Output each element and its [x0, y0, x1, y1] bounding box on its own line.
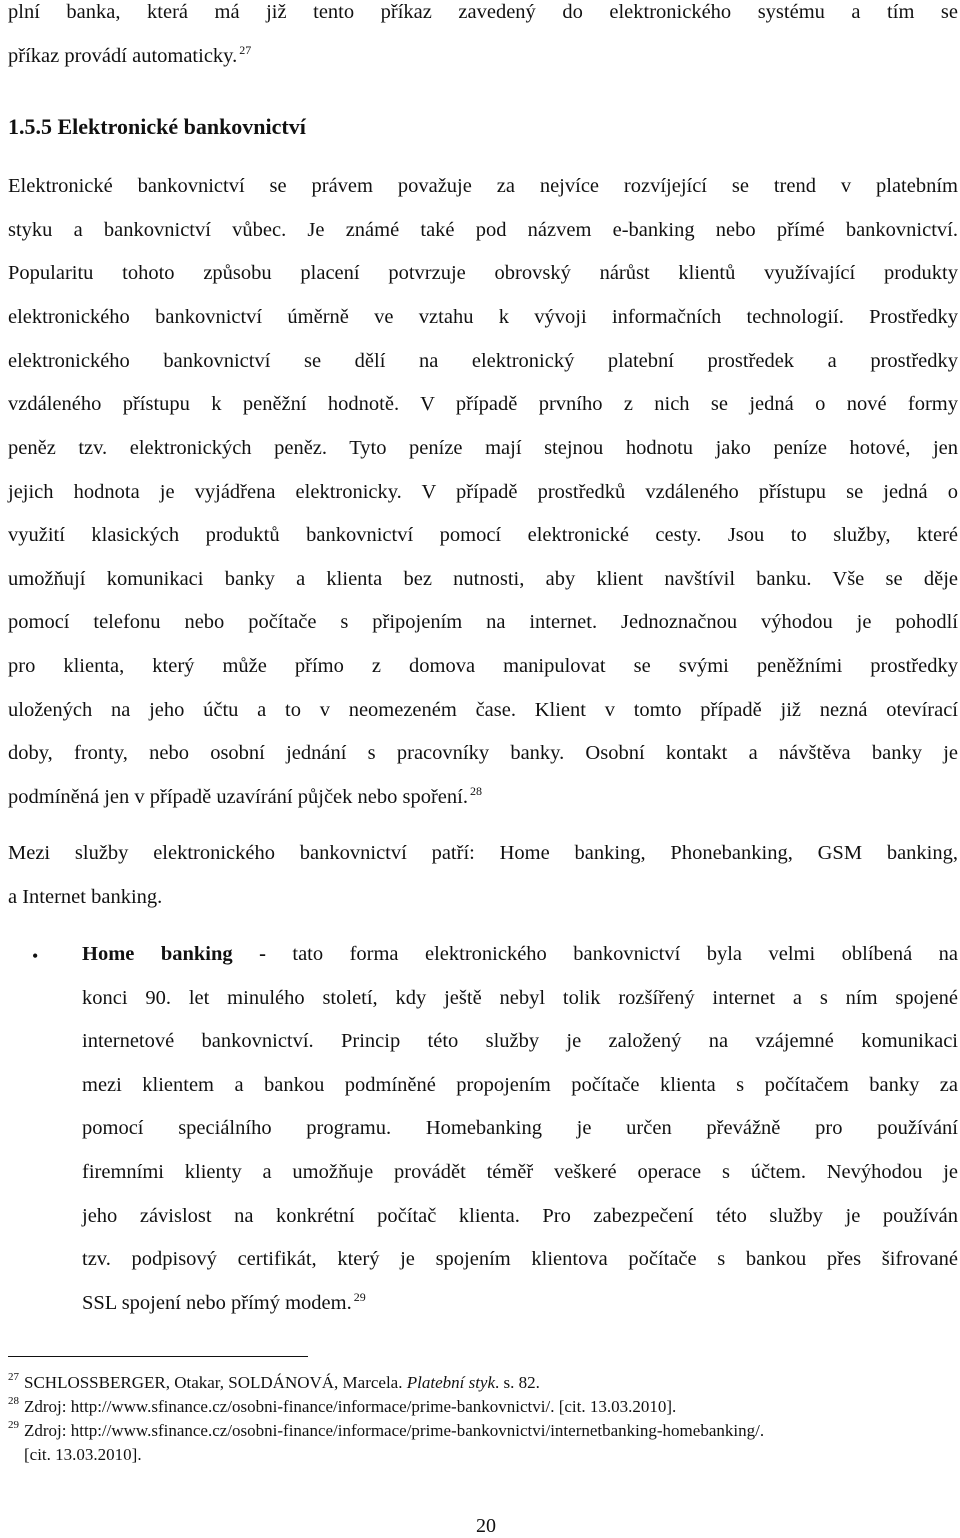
text-line: elektronického bankovnictví úměrně ve vztahu k vývoji informačních technologií. Prostředky [8, 306, 958, 328]
text-line: internetové bankovnictví. Princip této služby je založený na vzájemné komunikaci [82, 1030, 958, 1052]
text-line: plní banka, která má již tento příkaz zavedený do elektronického systému a tím se [8, 1, 958, 23]
footnote-ref: 28 [469, 784, 482, 798]
text-line: SSL spojení nebo přímý modem. $^{29}$ [82, 1290, 366, 1314]
term-bold: Home banking - [82, 943, 266, 965]
text-line: Mezi služby elektronického bankovnictví patří: Home banking, Phonebanking, GSM banking, [8, 842, 958, 864]
list-item-first-line: Home banking - tato forma elektronického bankovnictví byla velmi oblíbená na [82, 943, 959, 965]
text-line: firemními klienty a umožňuje provádět téměř veškeré operace s účtem. Nevýhodou je [82, 1161, 958, 1183]
text-line: peněz tzv. elektronických peněz. Tyto peníze mají stejnou hodnotu jako peníze hotové, jen [8, 437, 958, 459]
text-line: jejich hodnota je vyjádřena elektronicky. V případě prostředků vzdáleného přístupu se jedná o [8, 481, 958, 503]
text-line: styku a bankovnictví vůbec. Je známé také pod názvem e-banking nebo přímé bankovnictví. [8, 219, 958, 241]
footnote-ref: 27 [239, 43, 252, 57]
page-number: 20 [476, 1515, 496, 1537]
text-line: elektronického bankovnictví se dělí na elektronický platební prostředek a prostředky [8, 350, 958, 372]
text-line: podmíněná jen v případě uzavírání půjček nebo spoření. $^{28}$ [8, 784, 482, 808]
footnote-separator [8, 1356, 308, 1357]
text-line: doby, fronty, nebo osobní jednání s pracovníky banky. Osobní kontakt a návštěva banky je [8, 742, 958, 764]
text-line: využití klasických produktů bankovnictví pomocí elektronické cesty. Jsou to služby, které [8, 524, 958, 546]
text-line: konci 90. let minulého století, kdy ještě nebyl tolik rozšířený internet a s ním spojené [82, 987, 958, 1009]
text-line: Popularitu tohoto způsobu placení potvrzuje obrovský nárůst klientů využívající produkty [8, 262, 958, 284]
text-line: a Internet banking. [8, 886, 163, 908]
text-line: jeho závislost na konkrétní počítač klienta. Pro zabezpečení této služby je používán [82, 1205, 958, 1227]
text-line: pomocí speciálního programu. Homebanking je určen převážně pro používání [82, 1117, 958, 1139]
bullet-icon: • [32, 946, 39, 966]
text-line: uložených na jeho účtu a to v neomezeném čase. Klient v tomto případě již nezná otevírací [8, 699, 958, 721]
section-heading: 1.5.5 Elektronické bankovnictví [8, 114, 306, 139]
text-line: umožňují komunikaci banky a klienta bez nutnosti, aby klient navštívil banku. Vše se děje [8, 568, 958, 590]
text-line: mezi klientem a bankou podmíněné propojením počítače klienta s počítačem banky za [82, 1074, 958, 1096]
text-line: pro klienta, který může přímo z domova manipulovat se svými peněžními prostředky [8, 655, 958, 677]
book-title: Platební styk [406, 1373, 496, 1392]
footnote-ref: 29 [353, 1290, 366, 1304]
text-line: pomocí telefonu nebo počítače s připojením na internet. Jednoznačnou výhodou je pohodlí [8, 611, 958, 633]
text-line: příkaz provádí automaticky. $^{27}$ [8, 43, 252, 67]
text-line: vzdáleného přístupu k peněžní hodnotě. V případě prvního z nich se jedná o nové formy [8, 393, 958, 415]
text-line: tzv. podpisový certifikát, který je spojením klientova počítače s bankou přes šifrované [82, 1248, 958, 1270]
text-line: Elektronické bankovnictví se právem považuje za nejvíce rozvíjející se trend v platebním [8, 175, 958, 197]
